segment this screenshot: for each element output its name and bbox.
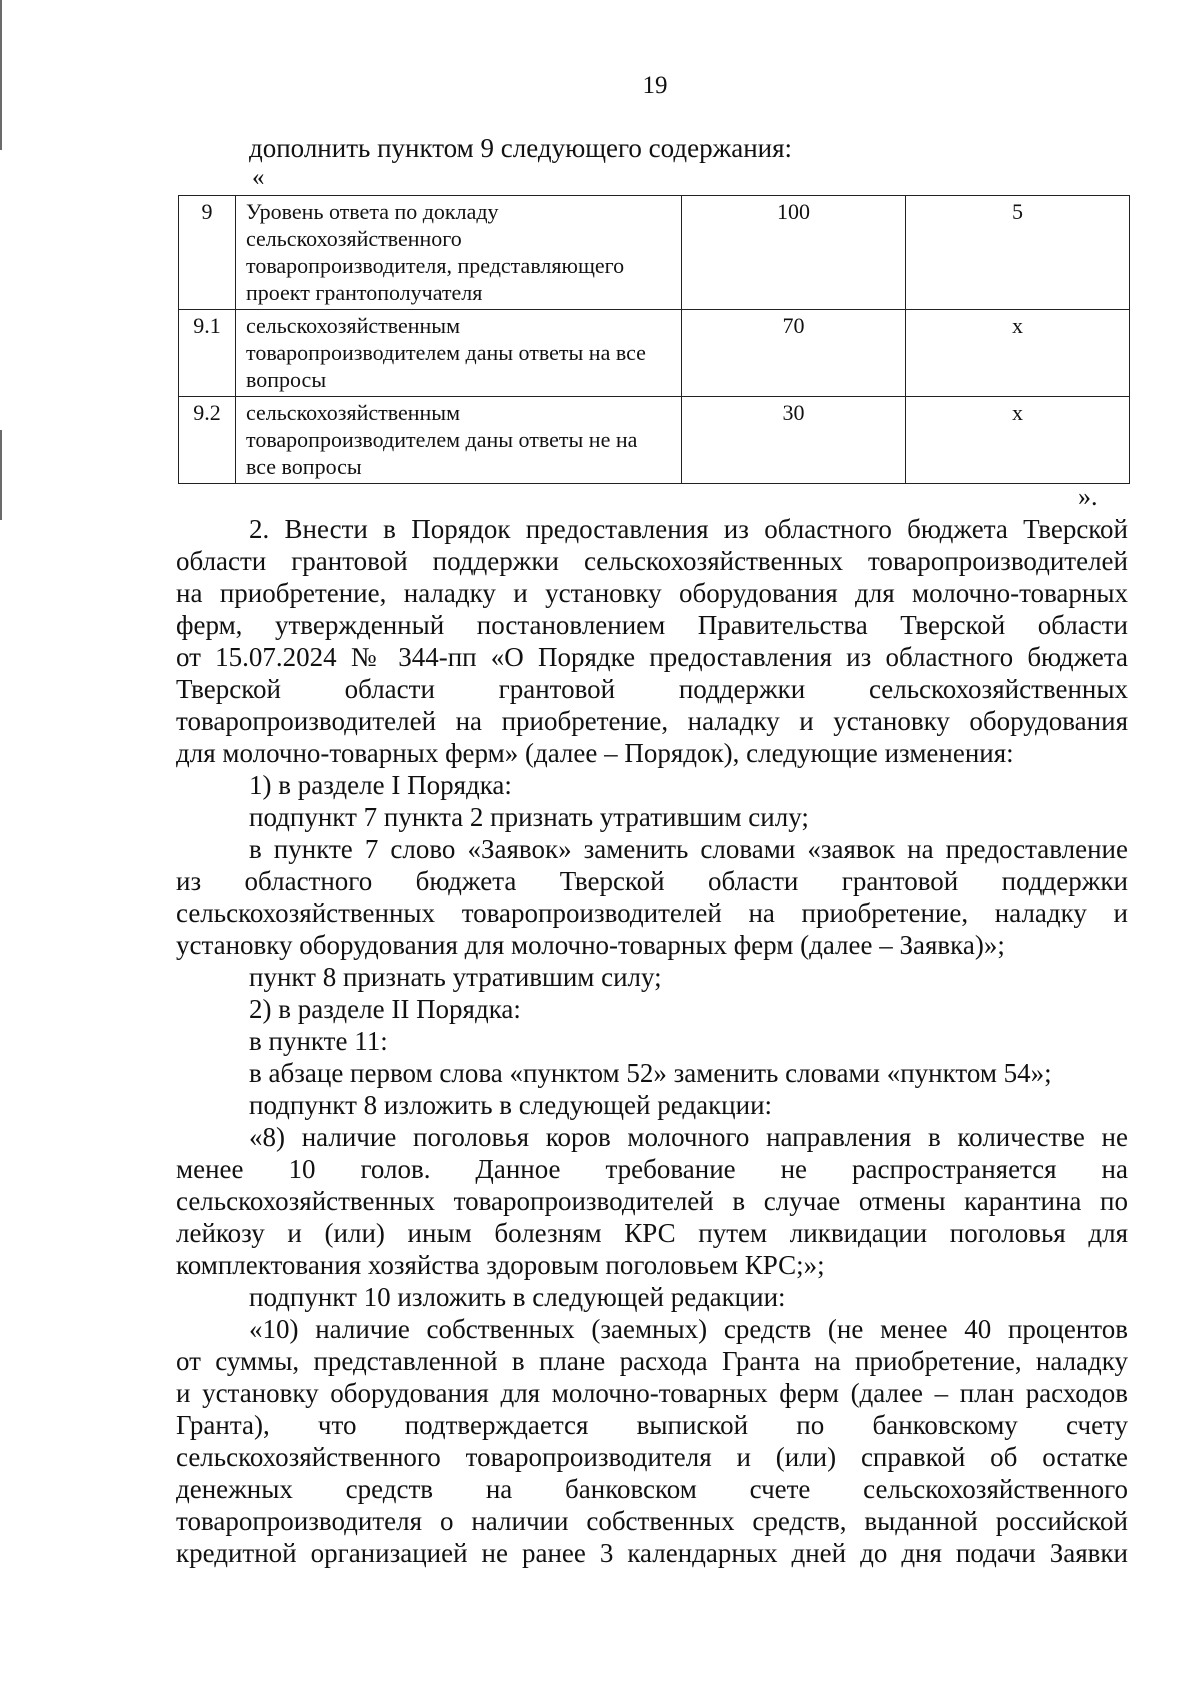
row-criterion: Уровень ответа по докладу сельскохозяйственного товаропроизводителя, представляющего проект грантополучателя — [236, 196, 682, 310]
body-line: от суммы, представленной в плане расхода Гранта на приобретение, наладку — [176, 1346, 1128, 1376]
body-line: менее 10 голов. Данное требование не распространяется на — [176, 1154, 1128, 1184]
body-line: товаропроизводителя о наличии собственных средств, выданной российской — [176, 1506, 1128, 1536]
body-line: установку оборудования для молочно-товарных ферм (далее – Заявка)»; — [176, 930, 1005, 960]
body-line: и установку оборудования для молочно-товарных ферм (далее – план расходов — [176, 1378, 1128, 1408]
row-weight: х — [906, 397, 1130, 484]
body-line: в абзаце первом слова «пунктом 52» заменить словами «пунктом 54»; — [249, 1058, 1052, 1088]
body-line: в пункте 11: — [249, 1026, 388, 1056]
row-number: 9.2 — [179, 397, 236, 484]
body-line: 2) в разделе II Порядка: — [249, 994, 521, 1024]
body-line: «8) наличие поголовья коров молочного направления в количестве не — [249, 1122, 1128, 1152]
row-weight: х — [906, 310, 1130, 397]
body-line: Тверской области грантовой поддержки сельскохозяйственных — [176, 674, 1128, 704]
body-line: подпункт 8 изложить в следующей редакции: — [249, 1090, 773, 1120]
body-line: 1) в разделе I Порядка: — [249, 770, 512, 800]
body-line: сельскохозяйственных товаропроизводителей в случае отмены карантина по — [176, 1186, 1128, 1216]
body-line: денежных средств на банковском счете сельскохозяйственного — [176, 1474, 1128, 1504]
body-line: Гранта), что подтверждается выпиской по банковскому счету — [176, 1410, 1128, 1440]
body-line: сельскохозяйственных товаропроизводителей на приобретение, наладку и — [176, 898, 1128, 928]
body-line: товаропроизводителей на приобретение, наладку и установку оборудования — [176, 706, 1128, 736]
table-row — [179, 397, 1130, 484]
body-line: пункт 8 признать утратившим силу; — [249, 962, 662, 992]
criteria-table — [178, 195, 1130, 484]
row-criterion: сельскохозяйственным товаропроизводителем даны ответы на все вопросы — [236, 310, 682, 397]
row-number: 9 — [179, 196, 236, 310]
row-weight: 5 — [906, 196, 1130, 310]
body-line: подпункт 7 пункта 2 признать утратившим силу; — [249, 802, 809, 832]
body-line: для молочно-товарных ферм» (далее – Порядок), следующие изменения: — [176, 738, 1014, 768]
body-line: лейкозу и (или) иным болезням КРС путем ликвидации поголовья для — [176, 1218, 1128, 1248]
quote-open: « — [252, 164, 265, 191]
table-row — [179, 196, 1130, 310]
body-line: сельскохозяйственного товаропроизводителя и (или) справкой об остатке — [176, 1442, 1128, 1472]
body-line: ферм, утвержденный постановлением Правительства Тверской области — [176, 610, 1128, 640]
quote-close: ». — [1078, 482, 1098, 511]
page-number: 19 — [642, 72, 668, 99]
body-line: области грантовой поддержки сельскохозяйственных товаропроизводителей — [176, 546, 1128, 576]
row-value: 30 — [682, 397, 906, 484]
row-number: 9.1 — [179, 310, 236, 397]
body-line: 2. Внести в Порядок предоставления из областного бюджета Тверской — [249, 514, 1128, 544]
body-line: комплектования хозяйства здоровым поголовьем КРС;»; — [176, 1250, 825, 1280]
body-line: кредитной организацией не ранее 3 календарных дней до дня подачи Заявки — [176, 1538, 1128, 1568]
body-line: из областного бюджета Тверской области грантовой поддержки — [176, 866, 1128, 896]
row-value: 70 — [682, 310, 906, 397]
body-line: от 15.07.2024 № 344-пп «О Порядке предоставления из областного бюджета — [176, 642, 1128, 672]
row-criterion: сельскохозяйственным товаропроизводителем даны ответы не на все вопросы — [236, 397, 682, 484]
body-line: в пункте 7 слово «Заявок» заменить словами «заявок на предоставление — [249, 834, 1128, 864]
scan-edge-mark — [0, 430, 2, 520]
body-line: подпункт 10 изложить в следующей редакции: — [249, 1282, 786, 1312]
body-line: «10) наличие собственных (заемных) средств (не менее 40 процентов — [249, 1314, 1128, 1344]
intro-line: дополнить пунктом 9 следующего содержания: — [249, 133, 793, 163]
body-line: на приобретение, наладку и установку оборудования для молочно-товарных — [176, 578, 1128, 608]
table-row — [179, 310, 1130, 397]
row-value: 100 — [682, 196, 906, 310]
